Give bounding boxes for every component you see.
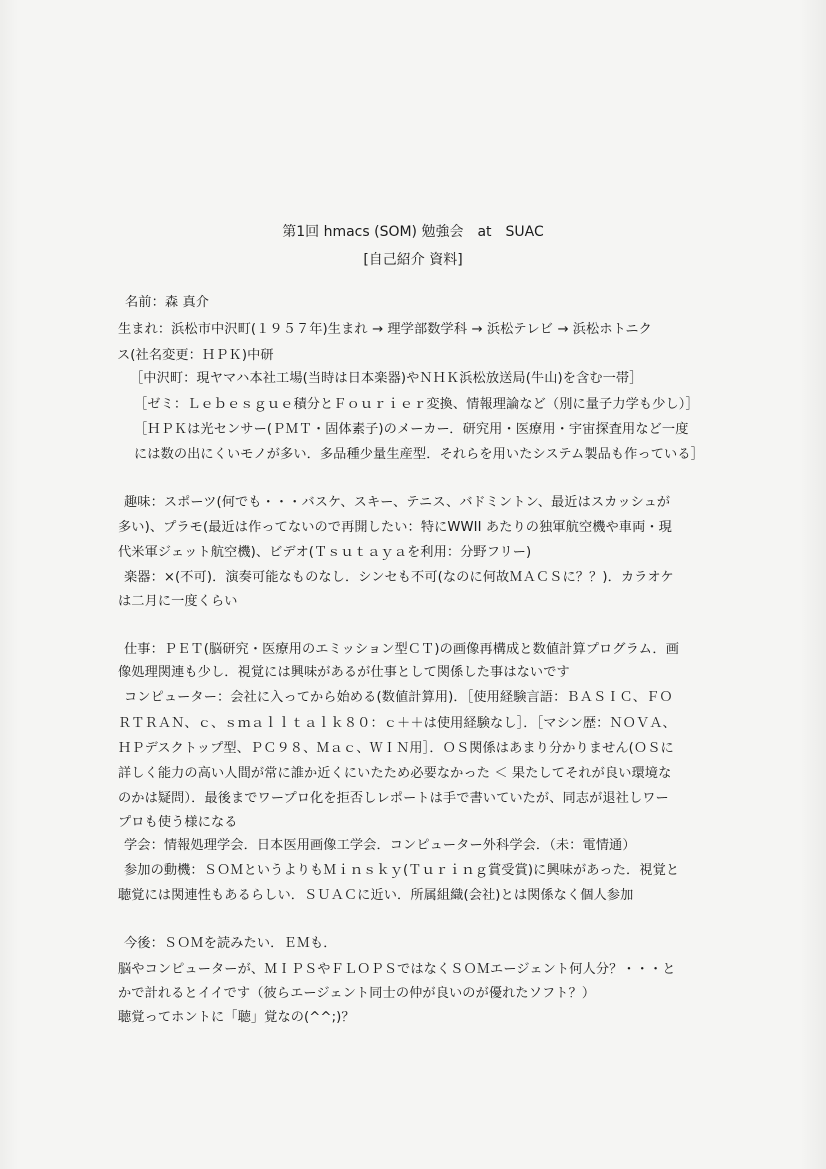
- text-line-name: 名前：森 真介: [125, 295, 210, 310]
- text-line-computer-cont2: ＨＰデスクトップ型、ＰＣ９８、Ｍａｃ、ＷＩＮ用］．ＯＳ関係はあまり分かりません(ＯＳに: [118, 741, 674, 756]
- text-line-computer-cont5: プロも使う様になる: [118, 815, 238, 830]
- document-title: 第1回 hmacs (SOM) 勉強会 at SUAC: [282, 224, 544, 240]
- text-line-computer-cont4: のかは疑問）．最後までワープロ化を拒否しレポートは手で書いていたが、同志が退社しワー: [118, 791, 669, 806]
- text-line-instrument-cont: は二月に一度くらい: [118, 594, 238, 609]
- text-line-nakazawa: ［中沢町：現ヤマハ本社工場(当時は日本楽器)やＮＨＫ浜松放送局(牛山)を含む一帯］: [130, 371, 643, 386]
- text-line-hobby-cont2: 代米軍ジェット航空機)、ビデオ(Ｔｓｕｔａｙａを利用：分野フリー): [118, 545, 532, 560]
- text-line-future-cont3: 聴覚ってホントに「聴」覚なの(^^;)？: [118, 1010, 355, 1025]
- text-line-hobby-cont1: 多い)、プラモ(最近は作ってないので再開したい：特にWWII あたりの独軍航空機や車両・現: [118, 520, 672, 535]
- document-header: [0, 218, 826, 274]
- text-line-hobby: 趣味：スポーツ(何でも・・・バスケ、スキー、テニス、バドミントン、最近はスカッシュが: [124, 495, 671, 510]
- text-line-motive: 参加の動機：ＳＯＭというよりもＭｉｎｓｋｙ(Ｔｕｒｉｎｇ賞受賞)に興味があった．視覚と: [124, 863, 680, 878]
- text-line-future-cont1: 脳やコンピューターが、ＭＩＰＳやＦＬＯＰＳではなくＳＯＭエージェント何人分？・・・と: [118, 962, 676, 977]
- text-line-hpk-cont: には数の出にくいモノが多い．多品種少量生産型．それらを用いたシステム製品も作っている］: [134, 447, 704, 462]
- text-line-computer: コンピューター：会社に入ってから始める(数値計算用)．［使用経験言語：ＢＡＳＩＣ、ＦＯ: [124, 690, 673, 705]
- text-line-work: 仕事：ＰＥＴ(脳研究・医療用のエミッション型ＣＴ)の画像再構成と数値計算プログラム．画: [124, 642, 680, 657]
- text-line-birth-cont: ス(社名変更：ＨＰＫ)中研: [117, 348, 274, 363]
- document-subtitle: [自己紹介 資料]: [363, 252, 463, 268]
- text-line-instrument: 楽器：×(不可)．演奏可能なものなし．シンセも不可(なのに何故ＭＡＣＳに？？)．カラオケ: [124, 570, 674, 585]
- text-line-seminar: ［ゼミ：Ｌｅｂｅｓｇｕｅ積分とＦｏｕｒｉｅｒ変換、情報理論など（別に量子力学も少し）］: [134, 397, 699, 412]
- text-line-future: 今後：ＳＯＭを読みたい．ＥＭも．: [124, 936, 337, 951]
- text-line-motive-cont: 聴覚には関連性もあるらしい．ＳＵＡＣに近い．所属組織(会社)とは関係なく個人参加: [118, 888, 634, 903]
- text-line-computer-cont1: ＲＴＲＡＮ、ｃ、ｓｍａｌｌｔａｌｋ８０：ｃ＋＋は使用経験なし］．［マシン歴：ＮＯＶＡ、: [118, 716, 676, 731]
- text-line-future-cont2: かで計れるとイイです（彼らエージェント同士の仲が良いのが優れたソフト？）: [118, 986, 596, 1001]
- text-line-computer-cont3: 詳しく能力の高い人間が常に誰か近くにいたため必要なかった ＜ 果たしてそれが良い環境な: [118, 766, 672, 781]
- text-line-society: 学会：情報処理学会．日本医用画像工学会．コンピューター外科学会．（未：電情通）: [124, 838, 636, 853]
- text-line-hpk: ［ＨＰＫは光センサー(ＰＭＴ・固体素子)のメーカー．研究用・医療用・宇宙探査用など一度: [134, 422, 689, 437]
- text-line-work-cont: 像処理関連も少し．視覚には興味があるが仕事として関係した事はないです: [118, 665, 570, 680]
- text-line-birth: 生まれ：浜松市中沢町(１９５７年)生まれ → 理学部数学科 → 浜松テレビ → 浜松ホトニク: [118, 322, 652, 337]
